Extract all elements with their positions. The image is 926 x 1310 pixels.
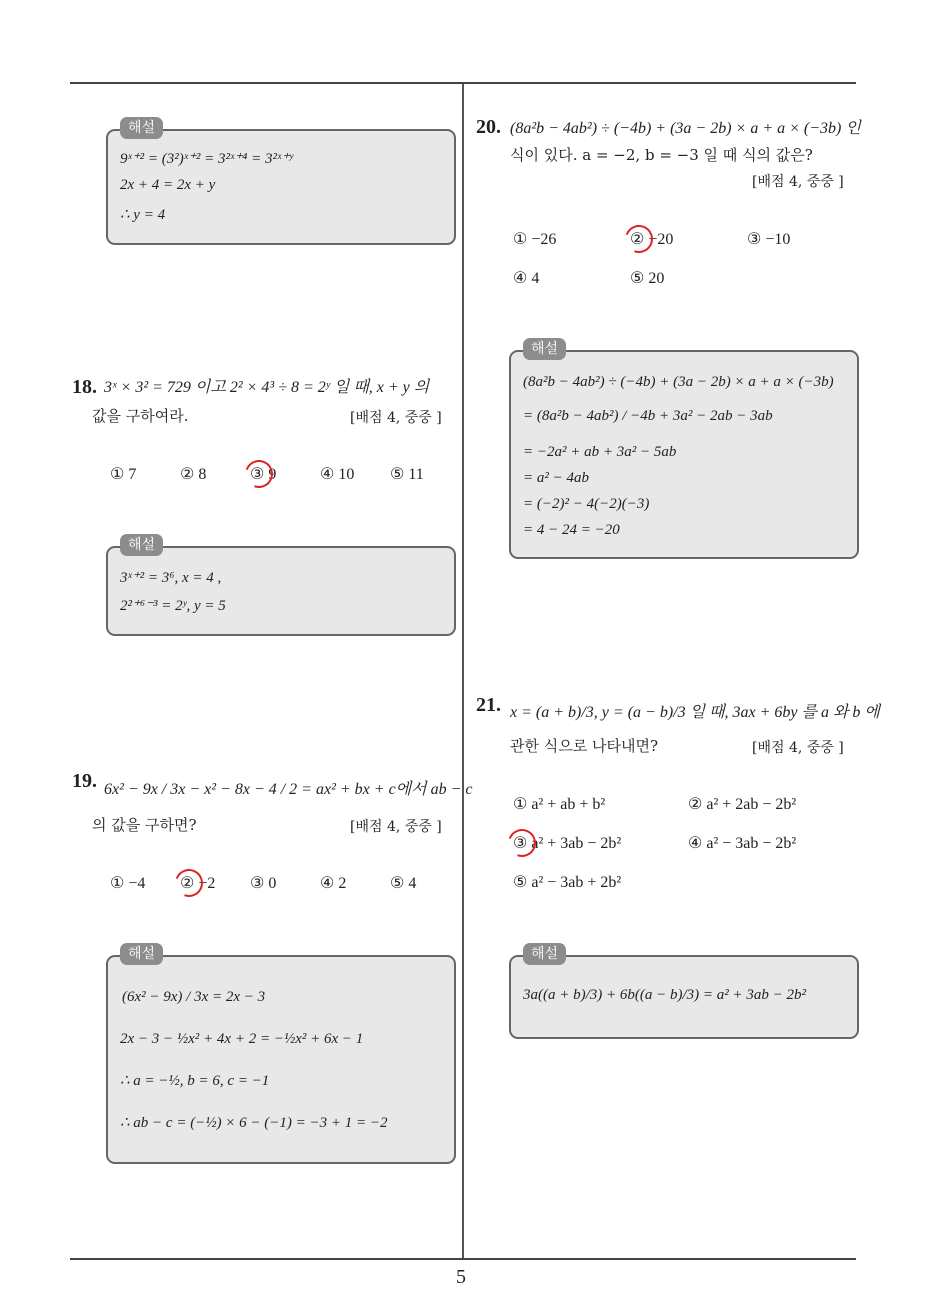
question-text: x = (a + b)/3, y = (a − b)/3 일 때, 3ax + 6by 를 a 와 b 에: [510, 704, 880, 721]
question-text: 6x² − 9x / 3x − x² − 8x − 4 / 2 = ax² + bx + c에서 ab − c: [104, 781, 473, 798]
solution-line: 2²⁺⁶⁻³ = 2ʸ, y = 5: [120, 598, 226, 614]
option-1[interactable]: ① −26: [513, 231, 557, 248]
answer-mark-icon: [240, 455, 277, 492]
question-text: 3ˣ × 3² = 729 이고 2² × 4³ ÷ 8 = 2ʸ 일 때, x + y 의: [104, 379, 430, 396]
solution-line: 9ˣ⁺² = (3²)ˣ⁺² = 3²ˣ⁺⁴ = 3²ˣ⁺ʸ: [120, 151, 293, 167]
option-2[interactable]: ② a² + 2ab − 2b²: [688, 796, 797, 813]
column-divider: [462, 84, 464, 1258]
question-text: 식이 있다. a = −2, b = −3 일 때 식의 값은?: [510, 146, 813, 164]
solution-box-q18: [106, 537, 456, 636]
option-2[interactable]: ② −20: [630, 231, 674, 248]
option-3[interactable]: ③ 9: [250, 466, 277, 483]
option-2[interactable]: ② −2: [180, 875, 216, 892]
solution-label: 해설: [523, 943, 566, 965]
option-4[interactable]: ④ a² − 3ab − 2b²: [688, 835, 797, 852]
bottom-rule: [70, 1258, 856, 1260]
solution-label: 해설: [523, 338, 566, 360]
question-text: 관한 식으로 나타내면?: [510, 737, 658, 755]
option-2[interactable]: ② 8: [180, 466, 207, 483]
question-number: 20.: [476, 116, 501, 138]
option-1[interactable]: ① a² + ab + b²: [513, 796, 606, 813]
question-number: 18.: [72, 376, 97, 398]
solution-line: 2x + 4 = 2x + y: [120, 177, 216, 193]
question-number: 19.: [72, 770, 97, 792]
option-5[interactable]: ⑤ 20: [630, 270, 665, 287]
question-text: 의 값을 구하면?: [92, 816, 197, 834]
solution-line: ∴ ab − c = (−½) × 6 − (−1) = −3 + 1 = −2: [120, 1115, 388, 1131]
solution-line: = −2a² + ab + 3a² − 5ab: [523, 444, 677, 460]
option-3[interactable]: ③ 0: [250, 875, 277, 892]
solution-line: = (−2)² − 4(−2)(−3): [523, 496, 650, 512]
option-4[interactable]: ④ 2: [320, 875, 347, 892]
option-3[interactable]: ③ −10: [747, 231, 791, 248]
score-tag: [배점 4, 중중 ]: [752, 174, 844, 190]
option-5[interactable]: ⑤ 11: [390, 466, 424, 483]
option-5[interactable]: ⑤ a² − 3ab + 2b²: [513, 874, 622, 891]
question-number: 21.: [476, 694, 501, 716]
question-text: 값을 구하여라.: [92, 407, 189, 425]
solution-box-prev: [106, 120, 456, 245]
score-tag: [배점 4, 중중 ]: [752, 740, 844, 756]
answer-mark-icon: [503, 824, 540, 861]
solution-label: 해설: [120, 943, 163, 965]
solution-box-q21: [509, 946, 859, 1039]
option-1[interactable]: ① −4: [110, 875, 146, 892]
answer-mark-icon: [170, 864, 207, 901]
solution-line: ∴ a = −½, b = 6, c = −1: [120, 1073, 270, 1089]
answer-mark-icon: [620, 220, 657, 257]
option-1[interactable]: ① 7: [110, 466, 137, 483]
page-number: 5: [456, 1266, 466, 1288]
option-5[interactable]: ⑤ 4: [390, 875, 417, 892]
solution-line: 3a((a + b)/3) + 6b((a − b)/3) = a² + 3ab − 2b²: [523, 987, 807, 1003]
option-4[interactable]: ④ 4: [513, 270, 540, 287]
solution-line: 2x − 3 − ½x² + 4x + 2 = −½x² + 6x − 1: [120, 1031, 364, 1047]
solution-line: (8a²b − 4ab²) ÷ (−4b) + (3a − 2b) × a + a × (−3b): [523, 374, 834, 390]
solution-line: ∴ y = 4: [120, 207, 166, 223]
solution-line: (6x² − 9x) / 3x = 2x − 3: [122, 989, 266, 1005]
solution-label: 해설: [120, 534, 163, 556]
score-tag: [배점 4, 중중 ]: [350, 819, 442, 835]
solution-line: = (8a²b − 4ab²) / −4b + 3a² − 2ab − 3ab: [523, 408, 773, 424]
option-3[interactable]: ③ a² + 3ab − 2b²: [513, 835, 622, 852]
solution-line: = a² − 4ab: [523, 470, 589, 486]
solution-box-q19: [106, 946, 456, 1164]
question-text: (8a²b − 4ab²) ÷ (−4b) + (3a − 2b) × a + a × (−3b) 인: [510, 120, 861, 137]
solution-line: = 4 − 24 = −20: [523, 522, 620, 538]
solution-line: 3ˣ⁺² = 3⁶, x = 4 ,: [120, 570, 222, 586]
solution-box-q20: [509, 341, 859, 559]
option-4[interactable]: ④ 10: [320, 466, 355, 483]
score-tag: [배점 4, 중중 ]: [350, 410, 442, 426]
solution-label: 해설: [120, 117, 163, 139]
